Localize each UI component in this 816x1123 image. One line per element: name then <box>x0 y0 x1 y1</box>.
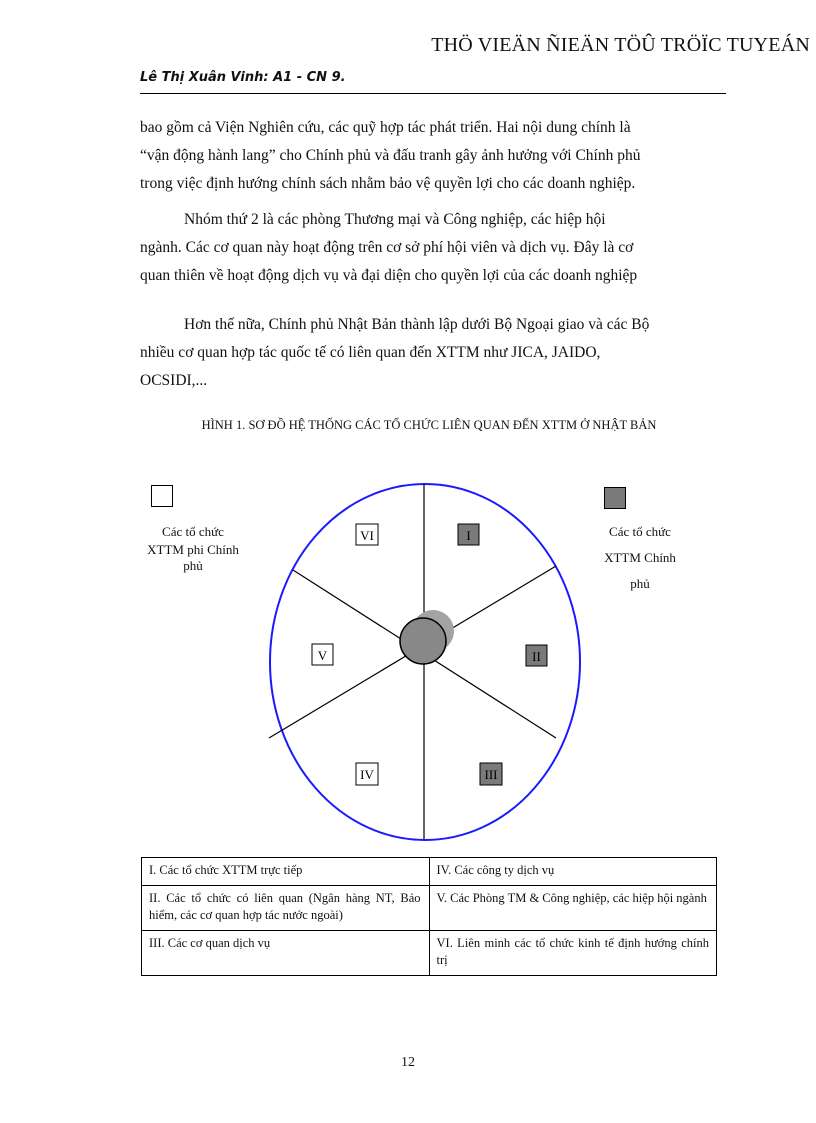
table-row <box>142 931 717 976</box>
paragraph-line: Nhóm thứ 2 là các phòng Thương mại và Công nghiệp, các hiệp hội <box>184 211 606 228</box>
sector-I-label: I <box>466 528 471 543</box>
key-table <box>141 857 717 976</box>
center-hub <box>400 618 446 664</box>
table-row <box>142 858 717 886</box>
sector-IV <box>356 763 378 785</box>
legend-line: XTTM phi Chính <box>147 542 239 557</box>
legend-line: phủ <box>630 576 650 591</box>
legend-line: phủ <box>183 558 203 573</box>
sector-VI <box>356 524 378 545</box>
legend-line: XTTM Chính <box>604 550 676 565</box>
paragraph-line: trong việc định hướng chính sách nhằm bảo vệ quyền lợi cho các doanh nghiệp. <box>140 175 636 192</box>
sector-VI-label: VI <box>360 528 374 543</box>
table-row <box>142 886 717 931</box>
table-cell: I. Các tổ chức XTTM trực tiếp <box>142 858 430 886</box>
table-cell: V. Các Phòng TM & Công nghiệp, các hiệp hội ngành <box>429 886 717 931</box>
legend-line: Các tổ chức <box>162 524 224 539</box>
paragraph-line: “vận động hành lang” cho Chính phủ và đấu tranh gây ảnh hưởng với Chính phủ <box>140 147 641 164</box>
sector-V-label: V <box>317 648 328 663</box>
table-cell: II. Các tổ chức có liên quan (Ngân hàng NT, Bảo hiểm, các cơ quan hợp tác nước ngoài) <box>142 886 430 931</box>
page-number: 12 <box>401 1055 415 1070</box>
table-cell: VI. Liên minh các tổ chức kinh tế định hướng chính trị <box>429 931 717 976</box>
paragraph-line: OCSIDI,... <box>140 372 208 389</box>
paragraph-line: Hơn thế nữa, Chính phủ Nhật Bản thành lập dưới Bộ Ngoại giao và các Bộ <box>184 316 650 333</box>
sector-III-label: III <box>484 767 498 782</box>
sector-II-label: II <box>532 649 541 664</box>
legend-line: Các tổ chức <box>609 524 671 539</box>
sector-IV-label: IV <box>360 767 374 782</box>
sector-II <box>526 645 547 666</box>
paragraph-line: bao gồm cả Viện Nghiên cứu, các quỹ hợp tác phát triển. Hai nội dung chính là <box>140 119 631 136</box>
table-cell: III. Các cơ quan dịch vụ <box>142 931 430 976</box>
paragraph-line: nhiều cơ quan hợp tác quốc tế có liên quan đến XTTM như JICA, JAIDO, <box>140 344 601 361</box>
figure-caption: HÌNH 1. SƠ ĐỒ HỆ THỐNG CÁC TỔ CHỨC LIÊN QUAN ĐẾN XTTM Ở NHẬT BẢN <box>201 418 657 432</box>
paragraph-line: ngành. Các cơ quan này hoạt động trên cơ sở phí hội viên và dịch vụ. Đây là cơ <box>140 239 634 256</box>
author-line: Lê Thị Xuân Vinh: A1 - CN 9. <box>140 70 346 85</box>
sector-III <box>480 763 502 785</box>
header-title: THÖ VIEÄN ÑIEÄN TÖÛ TRÖÏC TUYEÁN <box>431 34 810 56</box>
table-cell: IV. Các công ty dịch vụ <box>429 858 717 886</box>
sector-I <box>458 524 479 545</box>
paragraph-line: quan thiên về hoạt động dịch vụ và đại diện cho quyền lợi của các doanh nghiệp <box>140 267 638 284</box>
sector-V <box>312 644 333 665</box>
